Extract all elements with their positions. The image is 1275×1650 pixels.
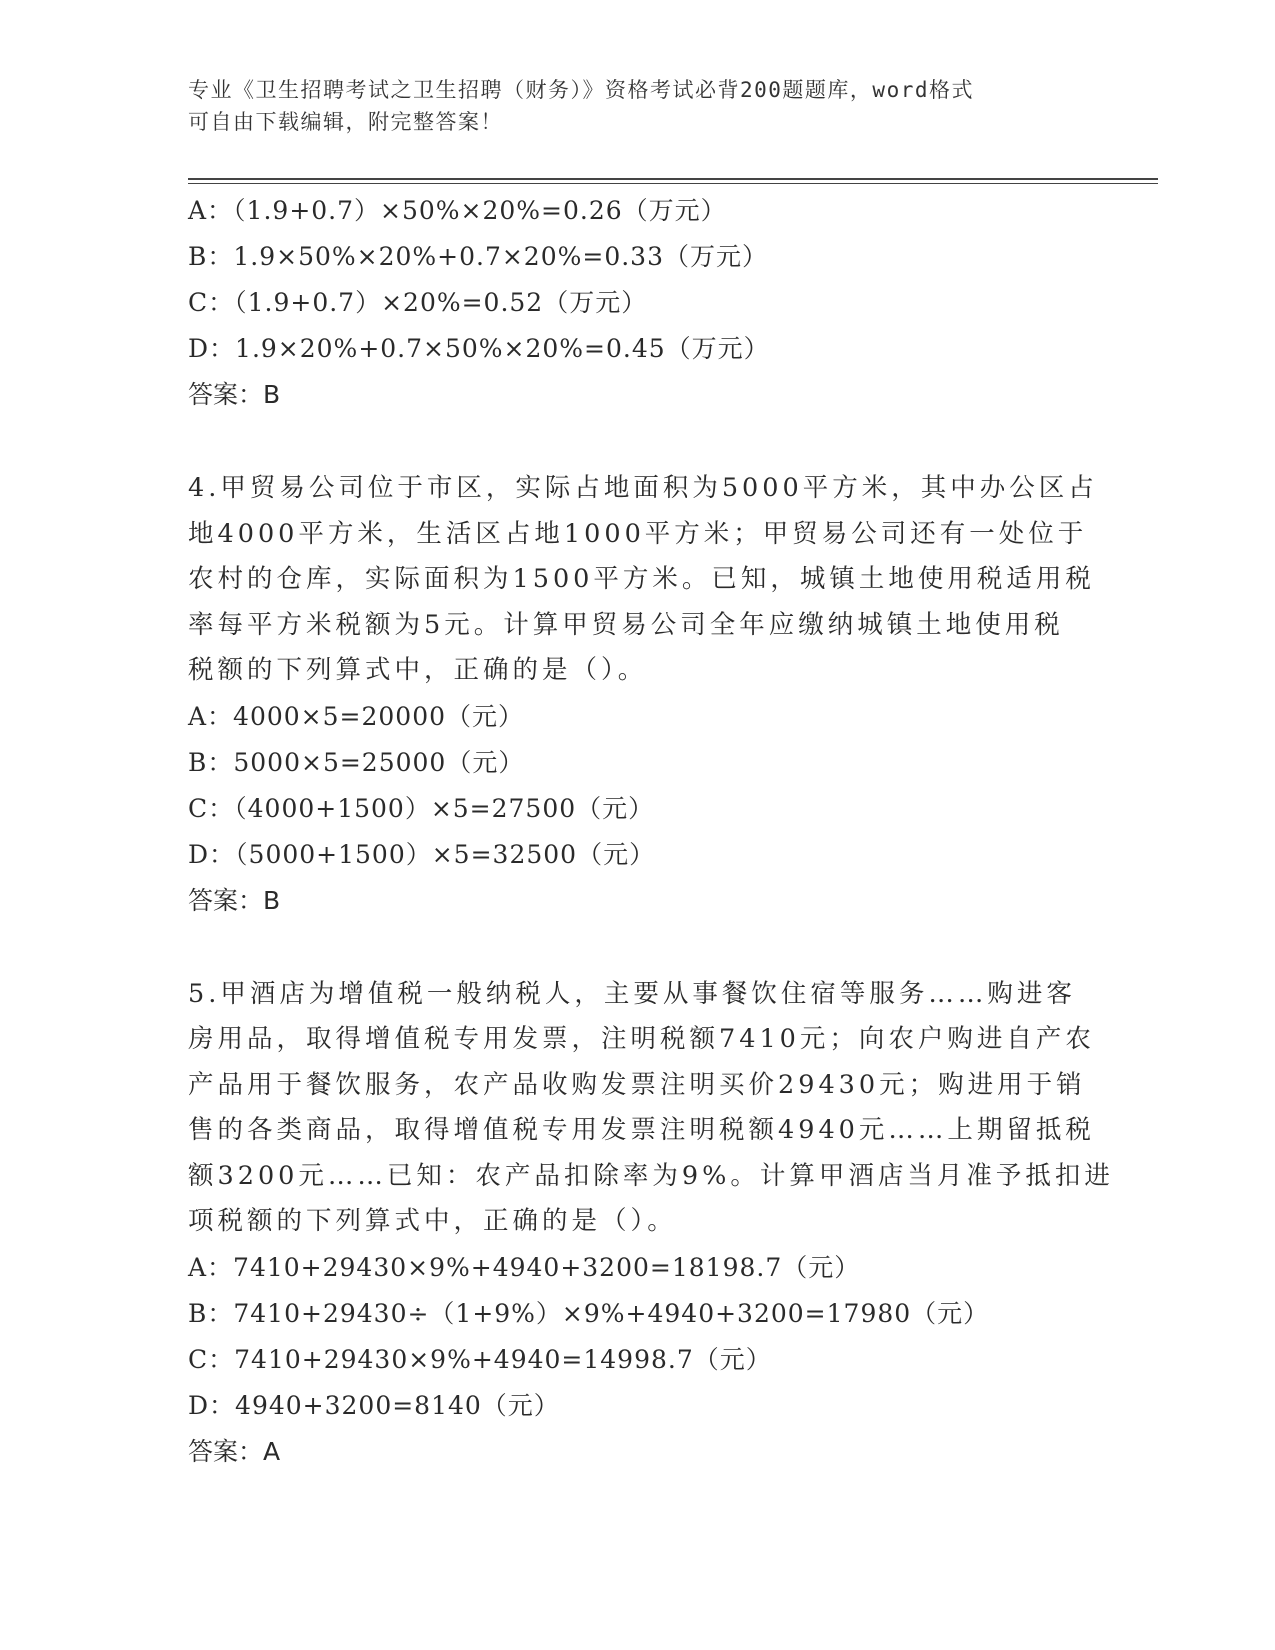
question-text — [188, 466, 1098, 694]
question-line: 地4000平方米，生活区占地1000平方米；甲贸易公司还有一处位于 — [188, 518, 1088, 549]
question-text — [188, 972, 1114, 1245]
option-a: A：4000×5=20000（元） — [188, 701, 525, 731]
header-line-1: 专业《卫生招聘考试之卫生招聘（财务）》资格考试必背200题题库，word格式 — [188, 78, 974, 102]
question-line: 售的各类商品，取得增值税专用发票注明税额4940元……上期留抵税 — [188, 1115, 1095, 1145]
option-c: C：7410+29430×9%+4940=14998.7（元） — [188, 1344, 772, 1374]
document-header — [188, 74, 1088, 138]
option-a: A：（1.9+0.7）×50%×20%=0.26（万元） — [188, 196, 727, 225]
option-d: D：（5000+1500）×5=32500（元） — [188, 839, 656, 869]
question-line: 农村的仓库，实际面积为1500平方米。已知，城镇土地使用税适用税 — [188, 564, 1095, 594]
option-d: D：4940+3200=8140（元） — [188, 1390, 560, 1420]
question-line: 率每平方米税额为5元。计算甲贸易公司全年应缴纳城镇土地使用税 — [188, 609, 1064, 640]
answer: 答案：B — [188, 380, 281, 409]
header-line-2: 可自由下载编辑，附完整答案！ — [188, 110, 503, 134]
answer: 答案：B — [188, 885, 281, 915]
question-line: 税额的下列算式中，正确的是（）。 — [188, 655, 648, 685]
question-line: 4.甲贸易公司位于市区，实际占地面积为5000平方米，其中办公区占 — [188, 473, 1098, 503]
question-line: 项税额的下列算式中，正确的是（）。 — [188, 1206, 677, 1236]
question-3 — [188, 188, 1088, 418]
question-5 — [188, 972, 1114, 1475]
header-divider-thin — [188, 183, 1158, 184]
option-c: C：（1.9+0.7）×20%=0.52（万元） — [188, 288, 648, 317]
question-line: 5.甲酒店为增值税一般纳税人，主要从事餐饮住宿等服务……购进客 — [188, 978, 1076, 1009]
question-4 — [188, 466, 1098, 924]
option-c: C：（4000+1500）×5=27500（元） — [188, 793, 655, 823]
question-line: 额3200元……已知：农产品扣除率为9%。计算甲酒店当月准予抵扣进 — [188, 1160, 1114, 1191]
option-b: B：7410+29430÷（1+9%）×9%+4940+3200=17980（元） — [188, 1298, 990, 1328]
option-d: D：1.9×20%+0.7×50%×20%=0.45（万元） — [188, 334, 770, 363]
option-b: B：1.9×50%×20%+0.7×20%=0.33（万元） — [188, 242, 768, 271]
option-a: A：7410+29430×9%+4940+3200=18198.7（元） — [188, 1252, 861, 1282]
option-b: B：5000×5=25000（元） — [188, 747, 525, 777]
document-body — [188, 188, 1114, 1523]
answer: 答案：A — [188, 1436, 281, 1466]
question-line: 产品用于餐饮服务，农产品收购发票注明买价29430元；购进用于销 — [188, 1069, 1086, 1100]
question-line: 房用品，取得增值税专用发票，注明税额7410元；向农户购进自产农 — [188, 1024, 1095, 1054]
header-divider — [188, 178, 1158, 180]
